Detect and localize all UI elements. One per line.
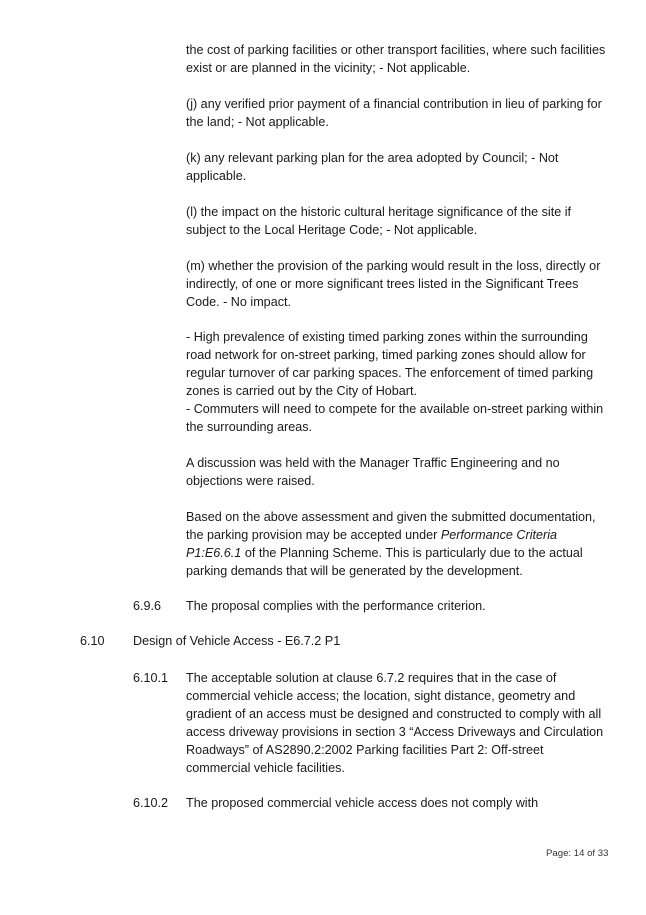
paragraph-item-k: (k) any relevant parking plan for the area adopted by Council; - Not applicable. bbox=[186, 151, 559, 183]
section-text-6-9-6: The proposal complies with the performance criterion. bbox=[186, 599, 486, 613]
assessment-criteria-reference: Performance Criteria P1:E6.6.1 bbox=[186, 527, 558, 560]
paragraph-bullet-timed-parking: - High prevalence of existing timed parking zones within the surrounding road network for on-street parking, timed parking zones should allow for regular turnover of car parking spaces. The enforcement of timed parking zones is carried out by the City of Hobart. bbox=[186, 330, 594, 398]
assessment-text-end: of the Planning Scheme. This is particularly due to the actual parking demands that will be generated by the development. bbox=[186, 545, 583, 578]
paragraph-parking-cost: the cost of parking facilities or other transport facilities, where such facilities exist or are planned in the vicinity; - Not applicable. bbox=[186, 43, 606, 75]
paragraph-item-j: (j) any verified prior payment of a financial contribution in lieu of parking for the land; - Not applicable. bbox=[186, 97, 602, 129]
paragraph-item-l: (l) the impact on the historic cultural heritage significance of the site if subject to the Local Heritage Code; - Not applicable. bbox=[186, 205, 571, 237]
page-number-footer: Page: 14 of 33 bbox=[546, 848, 609, 859]
section-number-6-9-6: 6.9.6 bbox=[133, 599, 162, 613]
paragraph-assessment bbox=[186, 509, 610, 581]
section-text-6-10-2: The proposed commercial vehicle access does not comply with bbox=[186, 796, 539, 810]
section-text-6-10-1: The acceptable solution at clause 6.7.2 requires that in the case of commercial vehicle access; the location, sight distance, geometry and gradient of an access must be designed and constructed to comply with all access driveway provisions in section 3 “Access Driveways and Circulation Roadways” of AS2890.2:2002 Parking facilities Part 2: Off-street commercial vehicle facilities. bbox=[186, 671, 604, 775]
section-number-6-10-1: 6.10.1 bbox=[133, 671, 169, 685]
paragraph-item-m: (m) whether the provision of the parking would result in the loss, directly or indirectly, of one or more significant trees listed in the Significant Trees Code. - No impact. bbox=[186, 259, 601, 309]
assessment-text-start: Based on the above assessment and given the submitted documentation, the parking provision may be accepted under bbox=[186, 510, 596, 542]
paragraph-bullet-commuters: - Commuters will need to compete for the available on-street parking within the surrounding areas. bbox=[186, 402, 604, 434]
section-heading-6-10: Design of Vehicle Access - E6.7.2 P1 bbox=[133, 634, 341, 648]
section-number-6-10: 6.10 bbox=[80, 634, 105, 648]
section-number-6-10-2: 6.10.2 bbox=[133, 796, 169, 810]
paragraph-discussion: A discussion was held with the Manager Traffic Engineering and no objections were raised. bbox=[186, 456, 560, 488]
